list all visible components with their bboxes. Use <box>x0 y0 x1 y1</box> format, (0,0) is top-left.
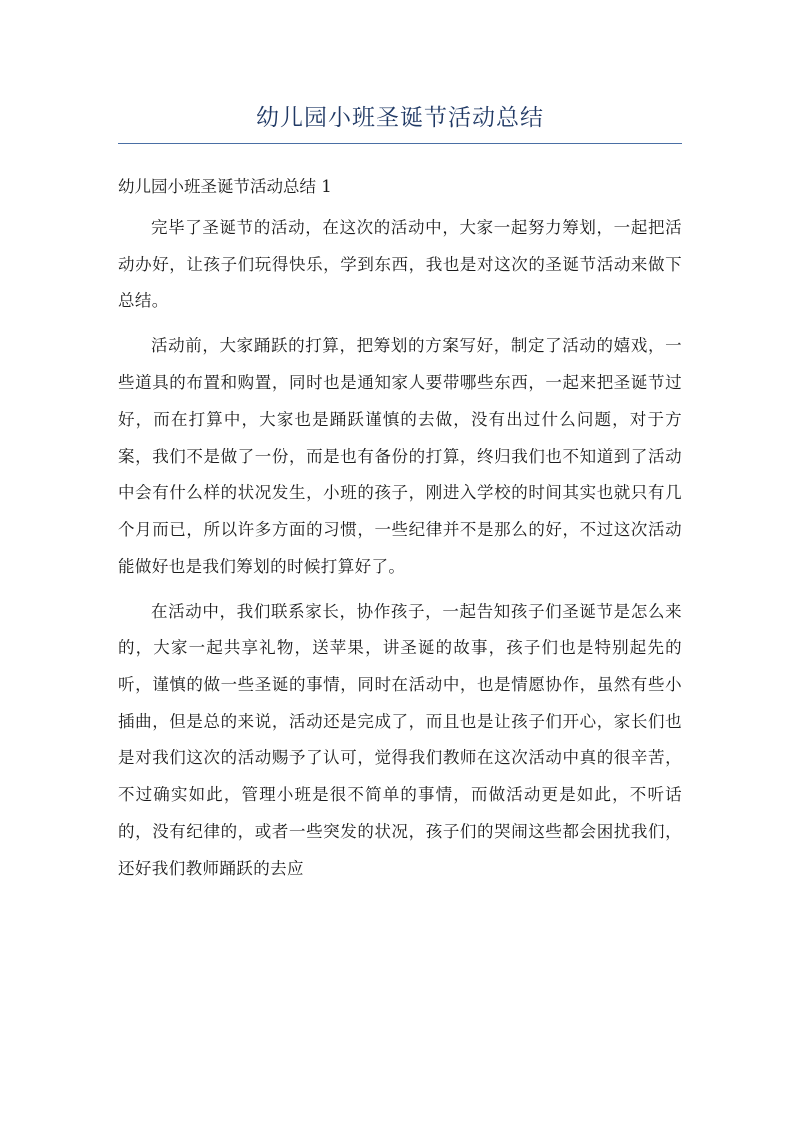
body-text <box>118 210 682 896</box>
paragraph-3: 在活动中，我们联系家长，协作孩子，一起告知孩子们圣诞节是怎么来的，大家一起共享礼物，送苹果，讲圣诞的故事，孩子们也是特别起先的听，谨慎的做一些圣诞的事情，同时在活动中，也是情愿协作，虽然有些小插曲，但是总的来说，活动还是完成了，而且也是让孩子们开心，家长们也是对我们这次的活动赐予了认可，觉得我们教师在这次活动中真的很辛苦，不过确实如此，管理小班是很不简单的事情，而做活动更是如此，不听话的，没有纪律的，或者一些突发的状况，孩子们的哭闹这些都会困扰我们，还好我们教师踊跃的去应 <box>118 601 682 878</box>
paragraph-1: 完毕了圣诞节的活动，在这次的活动中，大家一起努力筹划，一起把活动办好，让孩子们玩得快乐，学到东西，我也是对这次的圣诞节活动来做下总结。 <box>118 218 682 311</box>
paragraph-2: 活动前，大家踊跃的打算，把筹划的方案写好，制定了活动的嬉戏，一些道具的布置和购置，同时也是通知家人要带哪些东西，一起来把圣诞节过好，而在打算中，大家也是踊跃谨慎的去做，没有出过什么问题，对于方案，我们不是做了一份，而是也有备份的打算，终归我们也不知道到了活动中会有什么样的状况发生，小班的孩子，刚进入学校的时间其实也就只有几个月而已，所以许多方面的习惯，一些纪律并不是那么的好，不过这次活动能做好也是我们筹划的时候打算好了。 <box>118 336 682 576</box>
section-heading: 幼儿园小班圣诞节活动总结 1 <box>118 177 332 196</box>
document-title: 幼儿园小班圣诞节活动总结 <box>256 105 544 131</box>
title-divider <box>118 143 682 144</box>
